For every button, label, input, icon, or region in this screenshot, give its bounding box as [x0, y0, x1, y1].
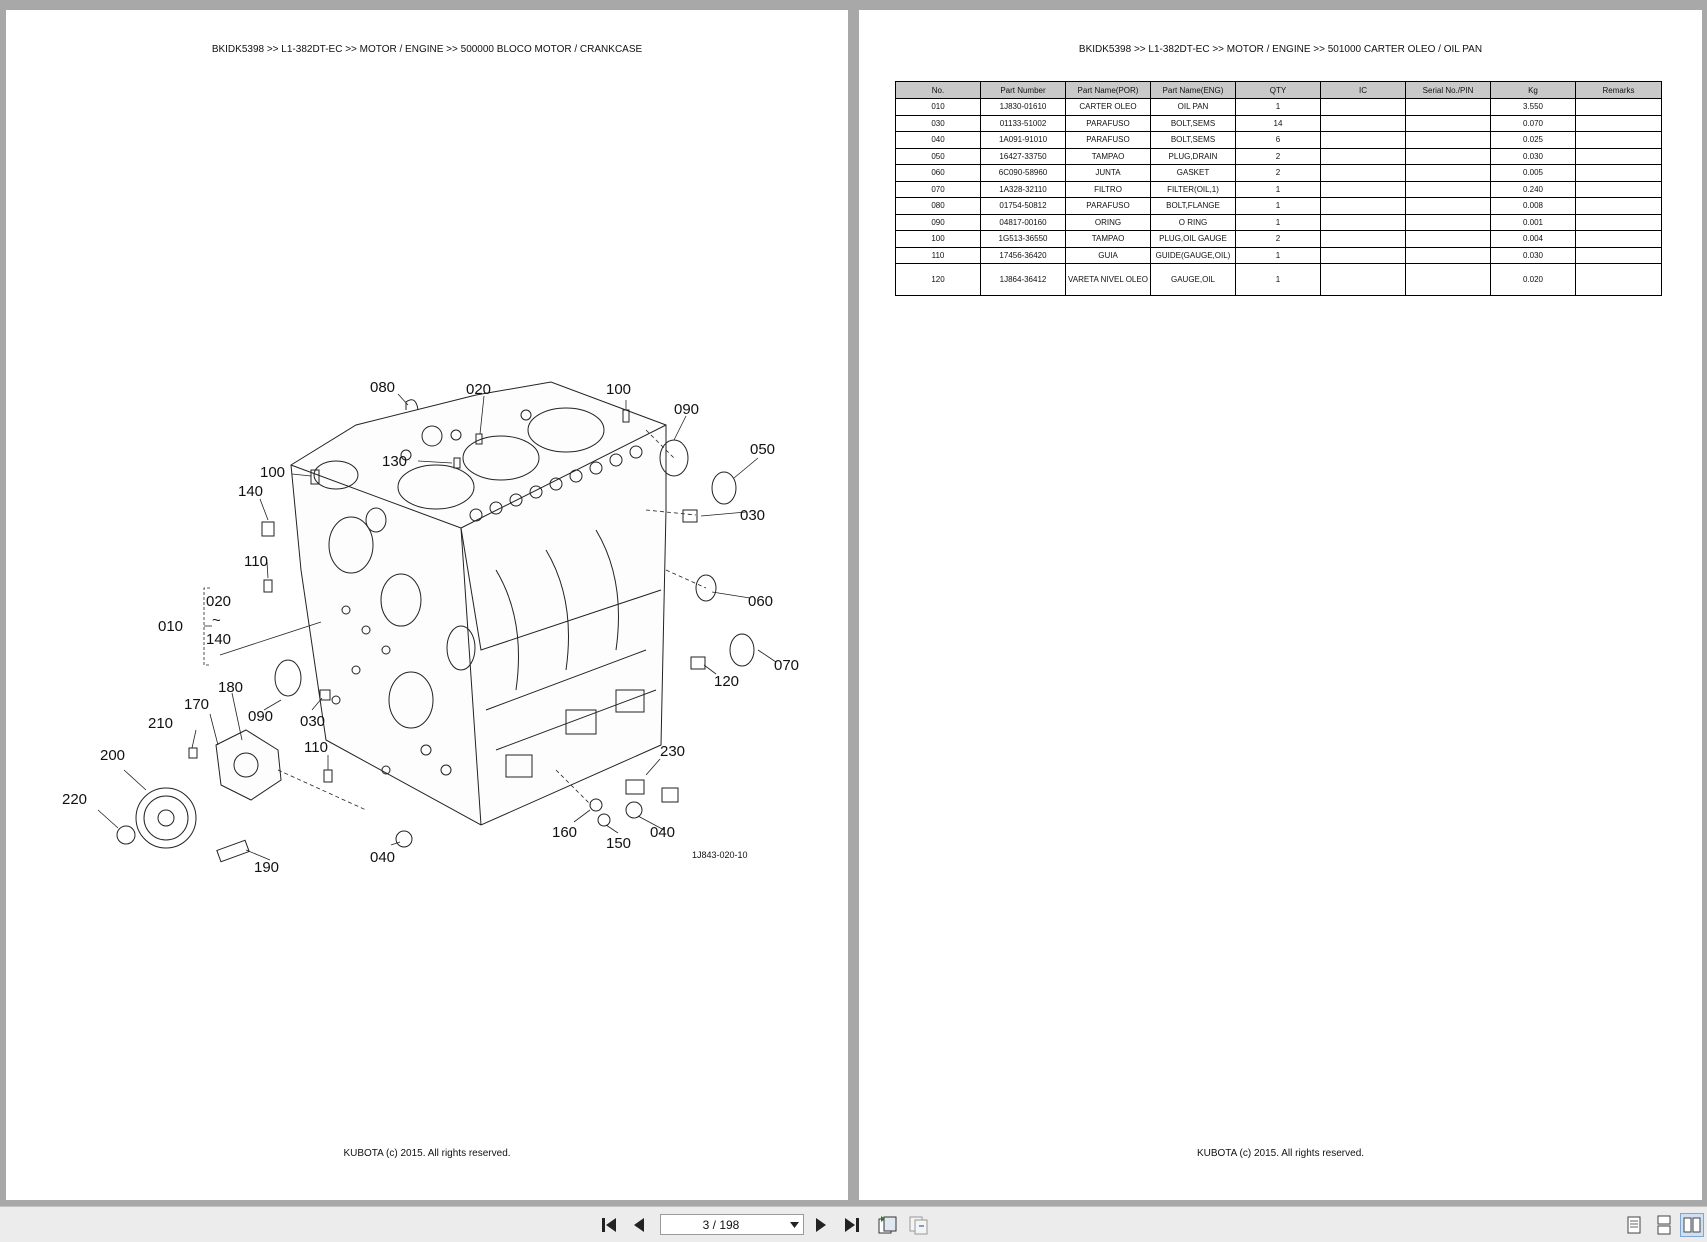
callout-label: 140: [206, 631, 232, 648]
cell-remarks: [1576, 264, 1662, 296]
column-header: QTY: [1236, 82, 1321, 99]
right-page-header: BKIDK5398 >> L1-382DT-EC >> MOTOR / ENGINE >> 501000 CARTER OLEO / OIL PAN: [1078, 44, 1483, 55]
table-header-row: [896, 82, 1662, 99]
table-row: [896, 264, 1662, 296]
table-row: [896, 247, 1662, 264]
cell-name-por: VARETA NIVEL OLEO: [1066, 264, 1151, 296]
cell-qty: 1: [1236, 181, 1321, 198]
callout-label: 080: [370, 379, 396, 396]
single-page-view-icon: [1625, 1215, 1643, 1235]
cell-kg: 0.008: [1491, 198, 1576, 215]
callout-label: 130: [382, 453, 408, 470]
callout-label: 040: [650, 824, 676, 841]
callout-label: 120: [714, 673, 740, 690]
cell-remarks: [1576, 148, 1662, 165]
last-page-button[interactable]: [840, 1213, 864, 1237]
two-page-view-button[interactable]: [1680, 1213, 1704, 1237]
cell-kg: 3.550: [1491, 99, 1576, 116]
cell-serial: [1406, 181, 1491, 198]
callout-label: 170: [184, 696, 210, 713]
rotate-button[interactable]: [875, 1213, 899, 1237]
cell-name-por: CARTER OLEO: [1066, 99, 1151, 116]
callout-label: 140: [238, 483, 264, 500]
previous-page-button[interactable]: [627, 1213, 651, 1237]
cell-remarks: [1576, 181, 1662, 198]
rotate-icon: [876, 1214, 898, 1236]
callout-label: 090: [674, 401, 700, 418]
cell-ic: [1321, 115, 1406, 132]
cell-no: 070: [896, 181, 981, 198]
crankcase-exploded-diagram: [6, 10, 848, 1200]
cell-ic: [1321, 99, 1406, 116]
cell-part-number: 01754-50812: [981, 198, 1066, 215]
cell-serial: [1406, 264, 1491, 296]
cell-no: 030: [896, 115, 981, 132]
cell-serial: [1406, 198, 1491, 215]
cell-name-por: PARAFUSO: [1066, 132, 1151, 149]
left-page-header: BKIDK5398 >> L1-382DT-EC >> MOTOR / ENGINE >> 500000 BLOCO MOTOR / CRANKCASE: [211, 44, 643, 55]
cell-serial: [1406, 99, 1491, 116]
cell-part-number: 16427-33750: [981, 148, 1066, 165]
cell-name-eng: GUIDE(GAUGE,OIL): [1151, 247, 1236, 264]
cell-kg: 0.030: [1491, 148, 1576, 165]
cell-name-eng: O RING: [1151, 214, 1236, 231]
cell-name-por: FILTRO: [1066, 181, 1151, 198]
table-row: [896, 99, 1662, 116]
callout-label: 230: [660, 743, 686, 760]
first-page-button[interactable]: [597, 1213, 621, 1237]
column-header: Remarks: [1576, 82, 1662, 99]
callout-label: 010: [158, 618, 184, 635]
cell-remarks: [1576, 247, 1662, 264]
cell-name-eng: PLUG,DRAIN: [1151, 148, 1236, 165]
cell-name-eng: BOLT,SEMS: [1151, 132, 1236, 149]
callout-label: 100: [260, 464, 286, 481]
cell-kg: 0.004: [1491, 231, 1576, 248]
cell-name-eng: GAUGE,OIL: [1151, 264, 1236, 296]
cell-name-por: GUIA: [1066, 247, 1151, 264]
cell-kg: 0.001: [1491, 214, 1576, 231]
drawing-code: 1J843-020-10: [692, 850, 748, 860]
cell-serial: [1406, 247, 1491, 264]
cell-name-por: PARAFUSO: [1066, 198, 1151, 215]
cell-kg: 0.240: [1491, 181, 1576, 198]
cell-kg: 0.025: [1491, 132, 1576, 149]
cell-name-eng: BOLT,SEMS: [1151, 115, 1236, 132]
column-header: Kg: [1491, 82, 1576, 99]
two-page-view-icon: [1683, 1215, 1701, 1235]
cell-qty: 6: [1236, 132, 1321, 149]
page-transition-button[interactable]: [906, 1213, 930, 1237]
cell-name-por: ORING: [1066, 214, 1151, 231]
cell-serial: [1406, 165, 1491, 182]
next-page-button[interactable]: [809, 1213, 833, 1237]
cell-ic: [1321, 264, 1406, 296]
right-page-footer: KUBOTA (c) 2015. All rights reserved.: [1196, 1148, 1365, 1159]
cell-remarks: [1576, 99, 1662, 116]
cell-name-eng: OIL PAN: [1151, 99, 1236, 116]
cell-serial: [1406, 214, 1491, 231]
callout-label: 150: [606, 835, 632, 852]
cell-serial: [1406, 148, 1491, 165]
page-indicator: 3 / 198: [702, 1218, 740, 1232]
cell-part-number: 6C090-58960: [981, 165, 1066, 182]
callout-label: 110: [244, 553, 268, 570]
cell-ic: [1321, 247, 1406, 264]
column-header: Part Number: [981, 82, 1066, 99]
cell-remarks: [1576, 132, 1662, 149]
cell-kg: 0.020: [1491, 264, 1576, 296]
parts-table: [895, 81, 1662, 296]
column-header: Part Name(ENG): [1151, 82, 1236, 99]
table-row: [896, 148, 1662, 165]
right-page: [859, 10, 1702, 1200]
cell-qty: 1: [1236, 99, 1321, 116]
cell-ic: [1321, 198, 1406, 215]
cell-part-number: 17456-36420: [981, 247, 1066, 264]
cell-name-eng: FILTER(OIL,1): [1151, 181, 1236, 198]
callout-label: 180: [218, 679, 244, 696]
cell-no: 110: [896, 247, 981, 264]
cell-qty: 1: [1236, 264, 1321, 296]
chevron-down-icon: [790, 1222, 799, 1228]
cell-name-por: TAMPAO: [1066, 231, 1151, 248]
callout-label: 210: [148, 715, 174, 732]
cell-no: 090: [896, 214, 981, 231]
column-header: No.: [896, 82, 981, 99]
table-row: [896, 214, 1662, 231]
cell-ic: [1321, 214, 1406, 231]
first-page-icon: [600, 1216, 618, 1234]
callout-label: 200: [100, 747, 126, 764]
cell-name-eng: GASKET: [1151, 165, 1236, 182]
cell-ic: [1321, 132, 1406, 149]
callout-label: 020: [206, 593, 232, 610]
callout-label: 040: [370, 849, 396, 866]
table-row: [896, 132, 1662, 149]
cell-no: 060: [896, 165, 981, 182]
cell-serial: [1406, 231, 1491, 248]
cell-remarks: [1576, 165, 1662, 182]
cell-part-number: 1J864-36412: [981, 264, 1066, 296]
table-row: [896, 181, 1662, 198]
cell-no: 040: [896, 132, 981, 149]
cell-no: 050: [896, 148, 981, 165]
cell-qty: 2: [1236, 148, 1321, 165]
cell-name-por: TAMPAO: [1066, 148, 1151, 165]
cell-no: 010: [896, 99, 981, 116]
column-header: Part Name(POR): [1066, 82, 1151, 99]
callout-label: 030: [740, 507, 766, 524]
page-number-select[interactable]: [660, 1214, 804, 1235]
cell-part-number: 1G513-36550: [981, 231, 1066, 248]
cell-part-number: 04817-00160: [981, 214, 1066, 231]
cell-kg: 0.005: [1491, 165, 1576, 182]
cell-ic: [1321, 231, 1406, 248]
cell-qty: 2: [1236, 231, 1321, 248]
last-page-icon: [843, 1216, 861, 1234]
next-page-icon: [812, 1216, 830, 1234]
cell-part-number: 1J830-01610: [981, 99, 1066, 116]
page-transition-icon: [907, 1214, 929, 1236]
callout-label: 050: [750, 441, 776, 458]
table-row: [896, 198, 1662, 215]
callout-label: 190: [254, 859, 280, 876]
previous-page-icon: [630, 1216, 648, 1234]
callout-label: 030: [300, 713, 326, 730]
cell-no: 080: [896, 198, 981, 215]
callout-label: 160: [552, 824, 578, 841]
cell-part-number: 1A091-91010: [981, 132, 1066, 149]
cell-ic: [1321, 165, 1406, 182]
cell-remarks: [1576, 214, 1662, 231]
cell-no: 100: [896, 231, 981, 248]
single-page-view-button[interactable]: [1622, 1213, 1646, 1237]
cell-remarks: [1576, 198, 1662, 215]
cell-name-por: JUNTA: [1066, 165, 1151, 182]
callout-label: 090: [248, 708, 274, 725]
callout-label: 110: [304, 739, 328, 756]
continuous-view-button[interactable]: [1652, 1213, 1676, 1237]
cell-remarks: [1576, 115, 1662, 132]
cell-kg: 0.070: [1491, 115, 1576, 132]
cell-serial: [1406, 115, 1491, 132]
cell-qty: 2: [1236, 165, 1321, 182]
cell-no: 120: [896, 264, 981, 296]
column-header: Serial No./PIN: [1406, 82, 1491, 99]
cell-name-por: PARAFUSO: [1066, 115, 1151, 132]
table-row: [896, 231, 1662, 248]
column-header: IC: [1321, 82, 1406, 99]
cell-ic: [1321, 148, 1406, 165]
left-page: [6, 10, 848, 1200]
callout-label: 070: [774, 657, 800, 674]
cell-qty: 1: [1236, 198, 1321, 215]
cell-qty: 1: [1236, 247, 1321, 264]
cell-kg: 0.030: [1491, 247, 1576, 264]
callout-label: 020: [466, 381, 492, 398]
cell-ic: [1321, 181, 1406, 198]
cell-serial: [1406, 132, 1491, 149]
table-row: [896, 165, 1662, 182]
callout-label: 220: [62, 791, 88, 808]
cell-remarks: [1576, 231, 1662, 248]
cell-name-eng: PLUG,OIL GAUGE: [1151, 231, 1236, 248]
viewer-toolbar: [0, 1206, 1707, 1242]
cell-name-eng: BOLT,FLANGE: [1151, 198, 1236, 215]
cell-qty: 14: [1236, 115, 1321, 132]
cell-part-number: 01133-51002: [981, 115, 1066, 132]
table-row: [896, 115, 1662, 132]
callout-label: 060: [748, 593, 774, 610]
cell-part-number: 1A328-32110: [981, 181, 1066, 198]
continuous-view-icon: [1655, 1215, 1673, 1235]
cell-qty: 1: [1236, 214, 1321, 231]
range-symbol: ~: [212, 612, 221, 629]
left-page-footer: KUBOTA (c) 2015. All rights reserved.: [343, 1148, 511, 1159]
callout-label: 100: [606, 381, 632, 398]
